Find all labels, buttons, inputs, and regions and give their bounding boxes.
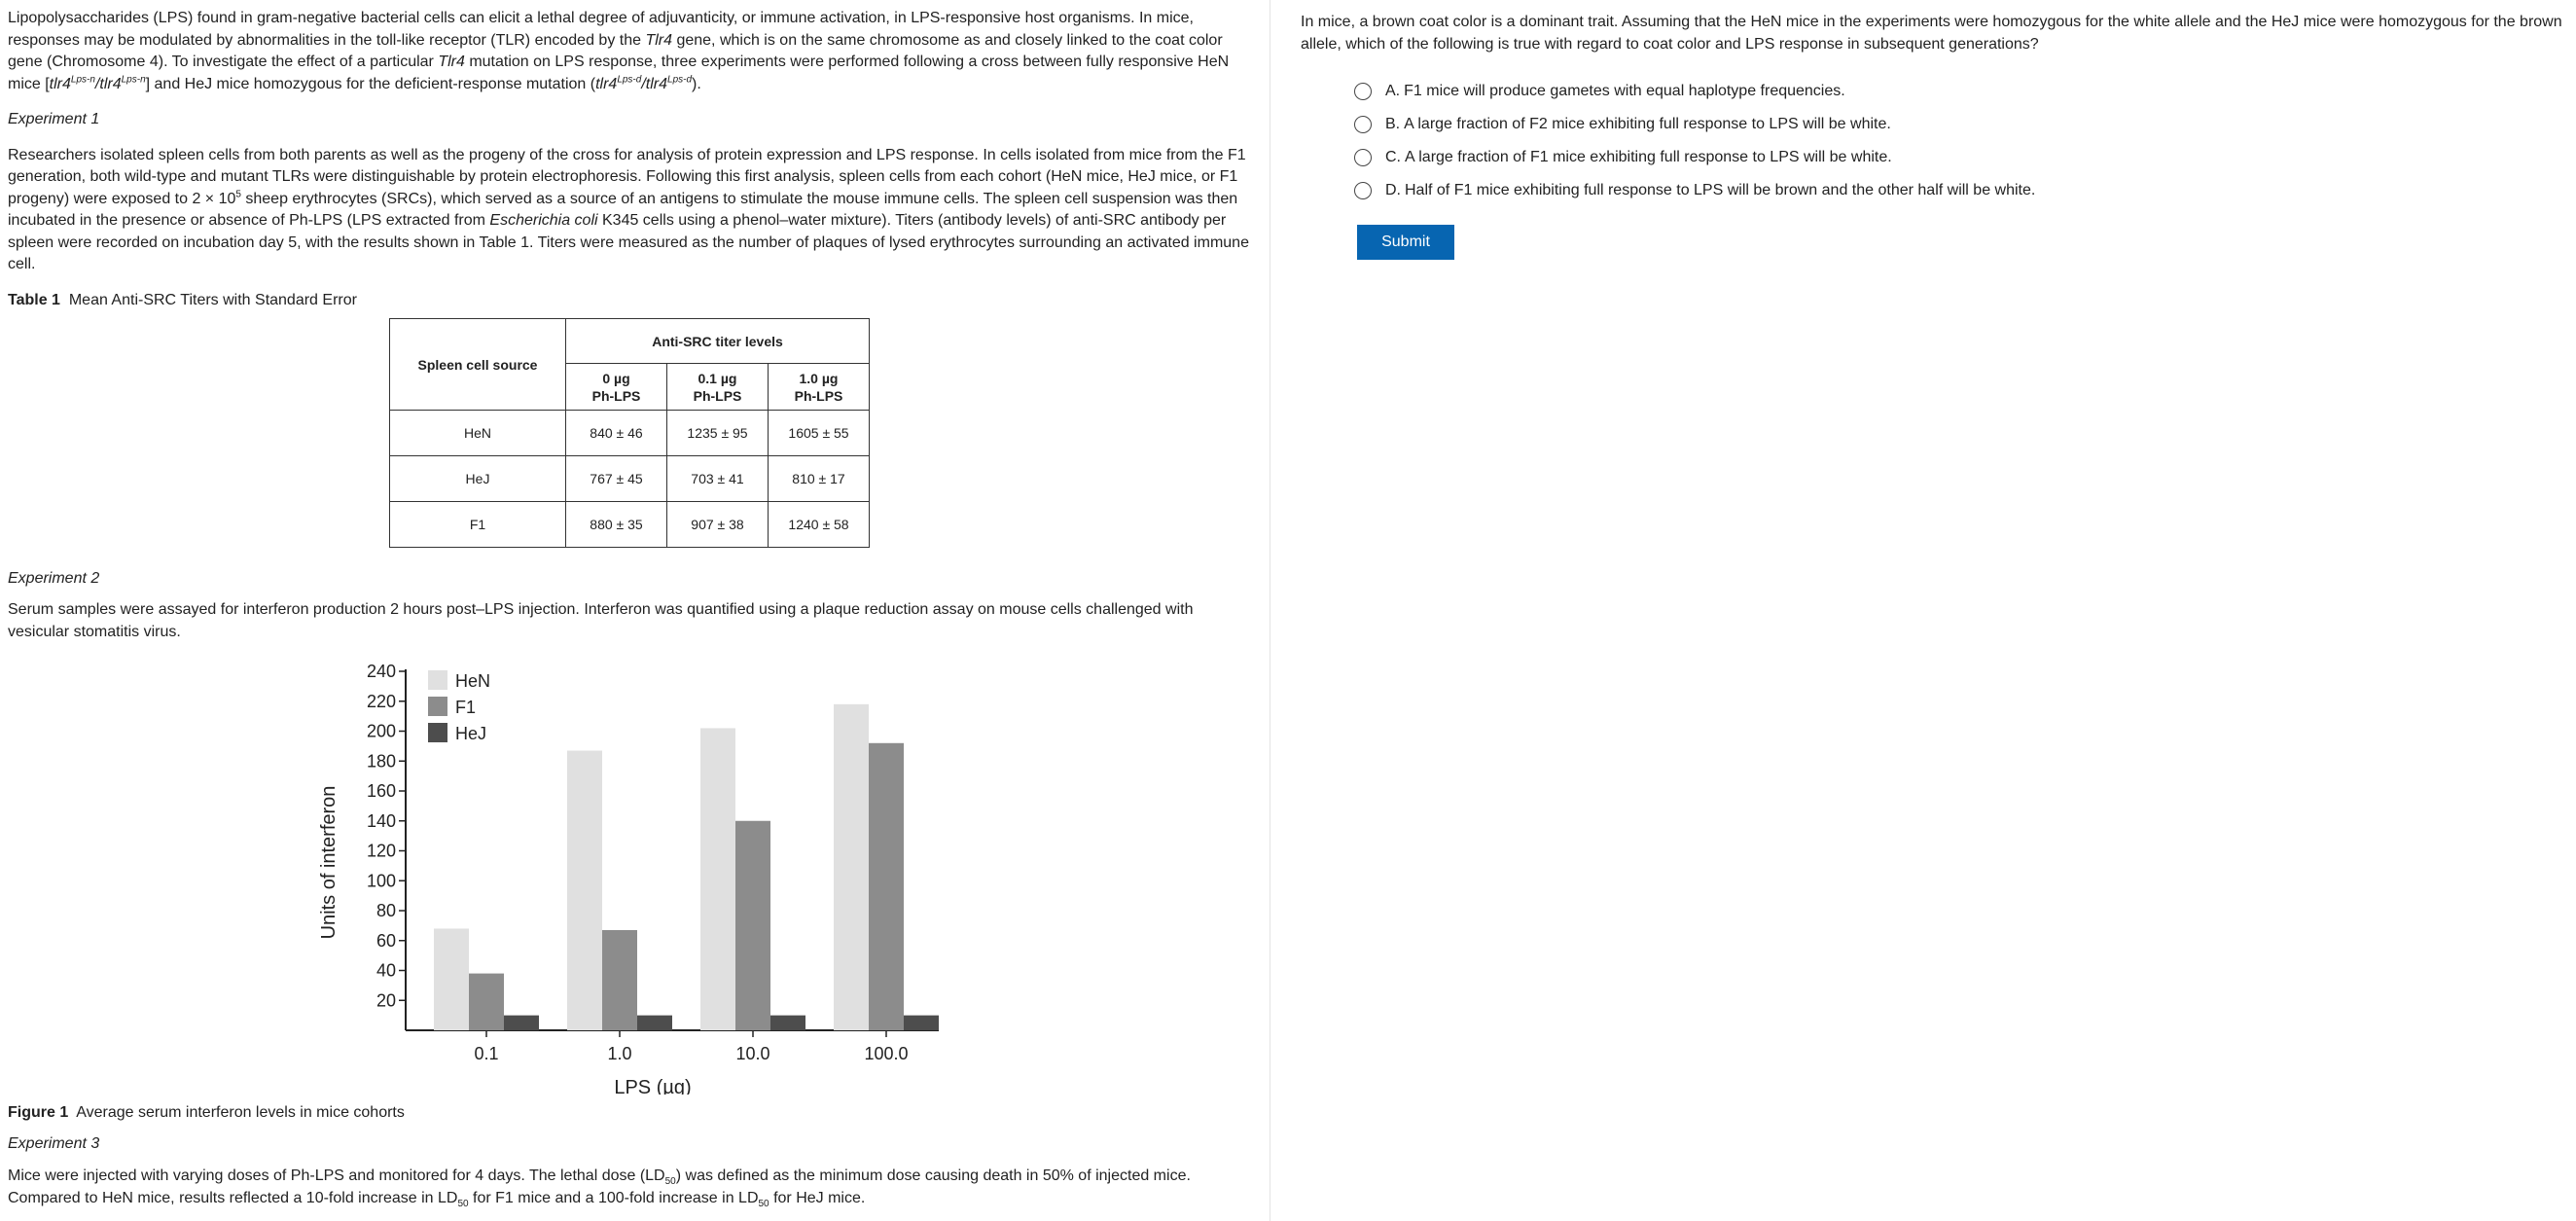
y-tick-label: 220: [366, 691, 396, 711]
intro-text-5: ).: [692, 75, 701, 92]
intro-text-4: ] and HeJ mice homozygous for the deficient-response mutation (: [145, 75, 596, 92]
legend-swatch: [428, 670, 447, 690]
experiment-2-paragraph: Serum samples were assayed for interferon production 2 hours post–LPS injection. Interferon was quantified using a plaque reduction assay on mouse cells challenged with vesicular stomatitis virus.: [8, 601, 1194, 640]
figure-label: Figure 1: [8, 1104, 69, 1121]
chart-bar: [904, 1016, 939, 1030]
exp3-sub-2: 50: [457, 1198, 469, 1209]
exp3-text-1: Mice were injected with varying doses of Ph-LPS and monitored for 4 days. The lethal dose (LD: [8, 1167, 665, 1184]
table-title: Mean Anti-SRC Titers with Standard Error: [59, 291, 357, 308]
table-label: Table 1: [8, 291, 60, 308]
table-caption: [8, 290, 1262, 312]
y-tick-label: 140: [366, 810, 396, 831]
passage-pane[interactable]: [0, 0, 1270, 1221]
exp3-sub-1: 50: [664, 1176, 676, 1188]
answer-options: [1301, 75, 2568, 207]
submit-button[interactable]: Submit: [1357, 225, 1454, 260]
y-tick-label: 160: [366, 781, 396, 801]
table-header-dose-1: 0.1 µg Ph-LPS: [667, 364, 769, 411]
legend-swatch: [428, 723, 447, 742]
table-1: [389, 318, 870, 548]
option-letter: D.: [1385, 181, 1401, 198]
chart-bar: [869, 743, 904, 1030]
legend-label: F1: [455, 698, 477, 717]
experiment-1-paragraph: [8, 145, 1253, 276]
table-header-group: Anti-SRC titer levels: [566, 319, 870, 364]
chart-bar: [602, 930, 637, 1030]
chart-bar: [567, 750, 602, 1030]
chart-bar: [504, 1016, 539, 1030]
table-header-source: Spleen cell source: [390, 319, 566, 411]
intro-paragraph: [8, 8, 1253, 95]
chart-bar: [834, 704, 869, 1030]
y-tick-label: 120: [366, 841, 396, 861]
legend-label: HeJ: [455, 724, 487, 743]
chart-bar: [469, 974, 504, 1030]
answer-option-b[interactable]: [1301, 108, 2568, 141]
y-tick-label: 40: [376, 960, 396, 981]
chart-svg: [311, 657, 953, 1095]
exp1-species: Escherichia coli: [489, 212, 598, 229]
exp1-text-2: sheep erythrocytes (SRCs), which served as a source of an antigens to stimulate the mouse immune cells. The spleen cell suspension was then incubated in the presence or absence of Ph-LPS (LPS extracted from: [8, 190, 1238, 229]
table-cell: 880 ± 35: [566, 502, 667, 548]
radio-button[interactable]: [1354, 149, 1372, 166]
exp3-sub-3: 50: [758, 1198, 769, 1209]
chart-bar: [700, 728, 735, 1030]
option-text: A large fraction of F1 mice exhibiting full response to LPS will be white.: [1405, 148, 1892, 165]
figure-caption: [8, 1102, 405, 1125]
table-cell: 1605 ± 55: [769, 411, 870, 456]
y-tick-label: 180: [366, 751, 396, 772]
option-text: A large fraction of F2 mice exhibiting full response to LPS will be white.: [1404, 115, 1891, 132]
table-cell: 810 ± 17: [769, 456, 870, 502]
allele-d: $tlr4^{Lps-d}/tlr4^{Lps-d}$: [595, 74, 693, 92]
y-tick-label: 100: [366, 871, 396, 891]
allele-n: $tlr4^{Lps-n}/tlr4^{Lps-n}$: [49, 74, 146, 92]
legend-swatch: [428, 697, 447, 716]
experiment-3-heading: Experiment 3: [8, 1135, 100, 1152]
y-tick-label: 80: [376, 901, 396, 920]
x-tick-label: 1.0: [607, 1044, 632, 1063]
y-tick-label: 20: [376, 990, 396, 1011]
question-pane: [1271, 0, 2576, 1221]
exp3-text-4: for HeJ mice.: [769, 1189, 866, 1206]
x-axis-label: LPS (µg): [614, 1077, 692, 1095]
table-header-dose-2: 1.0 µg Ph-LPS: [769, 364, 870, 411]
option-letter: A.: [1385, 82, 1401, 99]
x-tick-label: 10.0: [735, 1044, 770, 1063]
radio-button[interactable]: [1354, 116, 1372, 133]
radio-button[interactable]: [1354, 182, 1372, 199]
y-tick-label: 240: [366, 662, 396, 681]
y-tick-label: 200: [366, 721, 396, 741]
figure-title: Average serum interferon levels in mice cohorts: [68, 1104, 405, 1121]
chart-bar: [434, 928, 469, 1030]
exp1-text-1: Researchers isolated spleen cells from both parents as well as the progeny of the cross for analysis of protein expression and LPS response. In cells isolated from mice from the F1 generation, both wild-type and mutant TLRs were distinguishable by protein electrophoresis. Following this first analysis, spleen cells from each cohort (HeN mice, HeJ mice, or F1 progeny) were exposed to 2 × 10: [8, 146, 1246, 207]
x-tick-label: 100.0: [864, 1044, 909, 1063]
experiment-3-paragraph: [8, 1166, 1234, 1209]
intro-text-2: gene, which is on the same chromosome as and closely linked to the coat color gene (Chromosome 4). To investigate the effect of a particular: [8, 31, 1223, 70]
exp1-superscript: 5: [235, 189, 241, 200]
option-text: Half of F1 mice exhibiting full response to LPS will be brown and the other half will be white.: [1405, 181, 2036, 198]
chart-bar: [637, 1016, 672, 1030]
y-tick-label: 60: [376, 930, 396, 951]
experiment-1-heading: Experiment 1: [8, 111, 100, 127]
legend-label: HeN: [455, 671, 491, 691]
exp3-text-2: ) was defined as the minimum dose causing death in 50% of injected mice. Compared to HeN mice, results reflected a 10-fold increase in LD: [8, 1167, 1191, 1206]
table-cell-source: HeJ: [390, 456, 566, 502]
titer-table: [389, 318, 870, 548]
table-cell: 907 ± 38: [667, 502, 769, 548]
option-letter: B.: [1385, 115, 1401, 132]
table-header-dose-0: 0 µg Ph-LPS: [566, 364, 667, 411]
option-letter: C.: [1385, 148, 1401, 165]
answer-option-d[interactable]: [1301, 174, 2568, 207]
table-row: [390, 502, 870, 548]
table-row: [390, 456, 870, 502]
y-axis-label: Units of interferon: [318, 785, 340, 940]
exp1-text-3: K345 cells using a phenol–water mixture). Titers (antibody levels) of anti-SRC antibody per spleen were recorded on incubation day 5, with the results shown in Table 1. Titers were measured as the number of plaques of lysed erythrocytes surrounding an activated immune cell.: [8, 212, 1249, 272]
table-cell-source: F1: [390, 502, 566, 548]
table-cell: 767 ± 45: [566, 456, 667, 502]
table-cell-source: HeN: [390, 411, 566, 456]
answer-option-c[interactable]: [1301, 141, 2568, 174]
intro-text-1: Lipopolysaccharides (LPS) found in gram-negative bacterial cells can elicit a lethal degree of adjuvanticity, or immune activation, in LPS-responsive host organisms. In mice, responses may be modulated by abnormalities in the toll-like receptor (TLR) encoded by the: [8, 10, 1194, 49]
table-cell: 1235 ± 95: [667, 411, 769, 456]
figure-1-chart: [311, 657, 953, 1095]
option-text: F1 mice will produce gametes with equal haplotype frequencies.: [1404, 82, 1845, 99]
experiment-2-heading: Experiment 2: [8, 570, 100, 587]
chart-bar: [735, 821, 770, 1030]
table-cell: 1240 ± 58: [769, 502, 870, 548]
chart-bar: [770, 1016, 805, 1030]
answer-option-a[interactable]: [1301, 75, 2568, 108]
radio-button[interactable]: [1354, 83, 1372, 100]
table-cell: 703 ± 41: [667, 456, 769, 502]
x-tick-label: 0.1: [474, 1044, 499, 1063]
exp3-text-3: for F1 mice and a 100-fold increase in LD: [468, 1189, 759, 1206]
intro-gene: Tlr4: [645, 31, 673, 49]
intro-text-3: mutation on LPS response, three experiments were performed following a cross between fully responsive HeN mice [: [8, 54, 1230, 92]
table-row: [390, 411, 870, 456]
intro-gene-2: Tlr4: [438, 54, 465, 70]
question-stem: In mice, a brown coat color is a dominant trait. Assuming that the HeN mice in the experiments were homozygous for the white allele and the HeJ mice were homozygous for the brown allele, which of the following is true with regard to coat color and LPS response in subsequent generations?: [1301, 14, 2562, 53]
table-cell: 840 ± 46: [566, 411, 667, 456]
